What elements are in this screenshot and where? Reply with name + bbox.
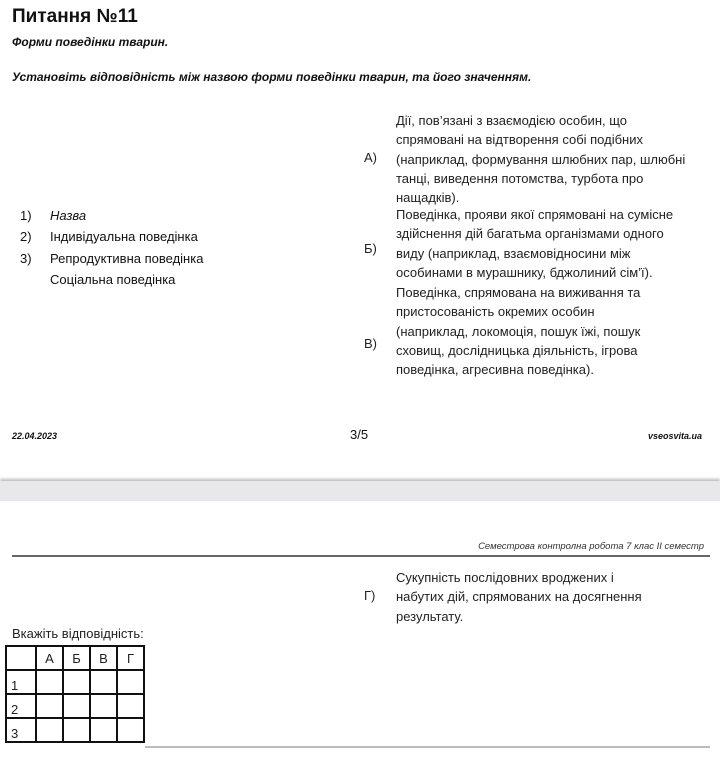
list-num: 1)	[20, 208, 32, 223]
line: (наприклад, формування шлюбних пар, шлюбні	[396, 151, 686, 167]
question-subtitle: Форми поведінки тварин.	[12, 35, 169, 49]
answer-cell[interactable]	[90, 694, 117, 718]
table-row	[6, 718, 144, 742]
table-row	[6, 694, 144, 718]
line: результату.	[396, 608, 464, 624]
answer-cell[interactable]	[117, 718, 144, 742]
answer-cell[interactable]	[63, 670, 90, 694]
header-rule	[12, 555, 710, 557]
table-header-cell	[6, 646, 36, 670]
line: поведінка, агресивна поведінка).	[396, 362, 594, 378]
line: пристосованість окремих особин	[396, 304, 595, 320]
line: Сукупність послідовних вроджених і	[396, 570, 614, 585]
table-header-cell: Б	[63, 646, 90, 670]
answer-cell[interactable]	[36, 670, 63, 694]
row-label: 1	[6, 670, 36, 694]
answer-cell[interactable]	[63, 694, 90, 718]
line: сховищ, дослідницька діяльність, ігрова	[396, 342, 638, 358]
list-num: 2)	[20, 229, 32, 244]
option-text	[396, 568, 642, 626]
table-header-cell: Г	[117, 646, 144, 670]
answer-cell[interactable]	[90, 670, 117, 694]
question-instruction: Установіть відповідність між назвою форми поведінки тварин, та його значенням.	[12, 70, 532, 84]
line: здійснення дій багатьма організмами одного	[396, 226, 664, 242]
page-header: Семестрова контролна робота 7 клас ІІ семестр	[478, 541, 704, 552]
bottom-rule	[145, 746, 710, 748]
answer-table	[5, 645, 145, 743]
list-item: Назва	[50, 208, 87, 223]
table-header-cell: А	[36, 646, 63, 670]
option-label: Б)	[364, 241, 377, 256]
row-label: 3	[6, 718, 36, 742]
footer-date: 22.04.2023	[12, 431, 58, 441]
footer-site: vseosvita.ua	[648, 431, 703, 441]
list-num: 3)	[20, 251, 32, 266]
line: танці, виведення потомства, турбота про	[396, 170, 644, 186]
row-label: 2	[6, 694, 36, 718]
option-text	[396, 111, 685, 207]
answer-cell[interactable]	[36, 694, 63, 718]
option-label: А)	[364, 150, 377, 165]
answer-cell[interactable]	[117, 670, 144, 694]
line: набутих дій, спрямованих на досягнення	[396, 589, 642, 605]
line: особинами в мурашнику, бджолиний сім’ї).	[396, 264, 653, 280]
page-separator	[0, 481, 720, 501]
table-header-row	[6, 646, 144, 670]
answer-label: Вкажіть відповідність:	[12, 626, 144, 641]
line: виду (наприклад, взаємовідносини між	[396, 245, 631, 261]
footer-page: 3/5	[350, 427, 369, 442]
answer-cell[interactable]	[90, 718, 117, 742]
table-row	[6, 670, 144, 694]
answer-cell[interactable]	[63, 718, 90, 742]
option-label: Г)	[364, 588, 376, 603]
list-item: Репродуктивна поведінка	[50, 251, 204, 266]
answer-cell[interactable]	[36, 718, 63, 742]
line: спрямовані на відтворення собі подібних	[396, 132, 643, 148]
line: Поведінка, прояви якої спрямовані на сумісне	[396, 207, 674, 222]
line: Дії, пов’язані з взаємодією особин, що	[396, 113, 628, 128]
option-label: В)	[364, 336, 377, 351]
table-header-cell: В	[90, 646, 117, 670]
line: Поведінка, спрямована на виживання та	[396, 285, 641, 300]
option-text	[396, 205, 673, 282]
list-item: Соціальна поведінка	[50, 272, 176, 287]
option-text	[396, 283, 640, 379]
question-title: Питання №11	[12, 6, 138, 27]
list-item: Індивідуальна поведінка	[50, 229, 198, 244]
line: (наприклад, локомоція, пошук їжі, пошук	[396, 323, 641, 339]
line: нащадків).	[396, 190, 460, 206]
answer-cell[interactable]	[117, 694, 144, 718]
